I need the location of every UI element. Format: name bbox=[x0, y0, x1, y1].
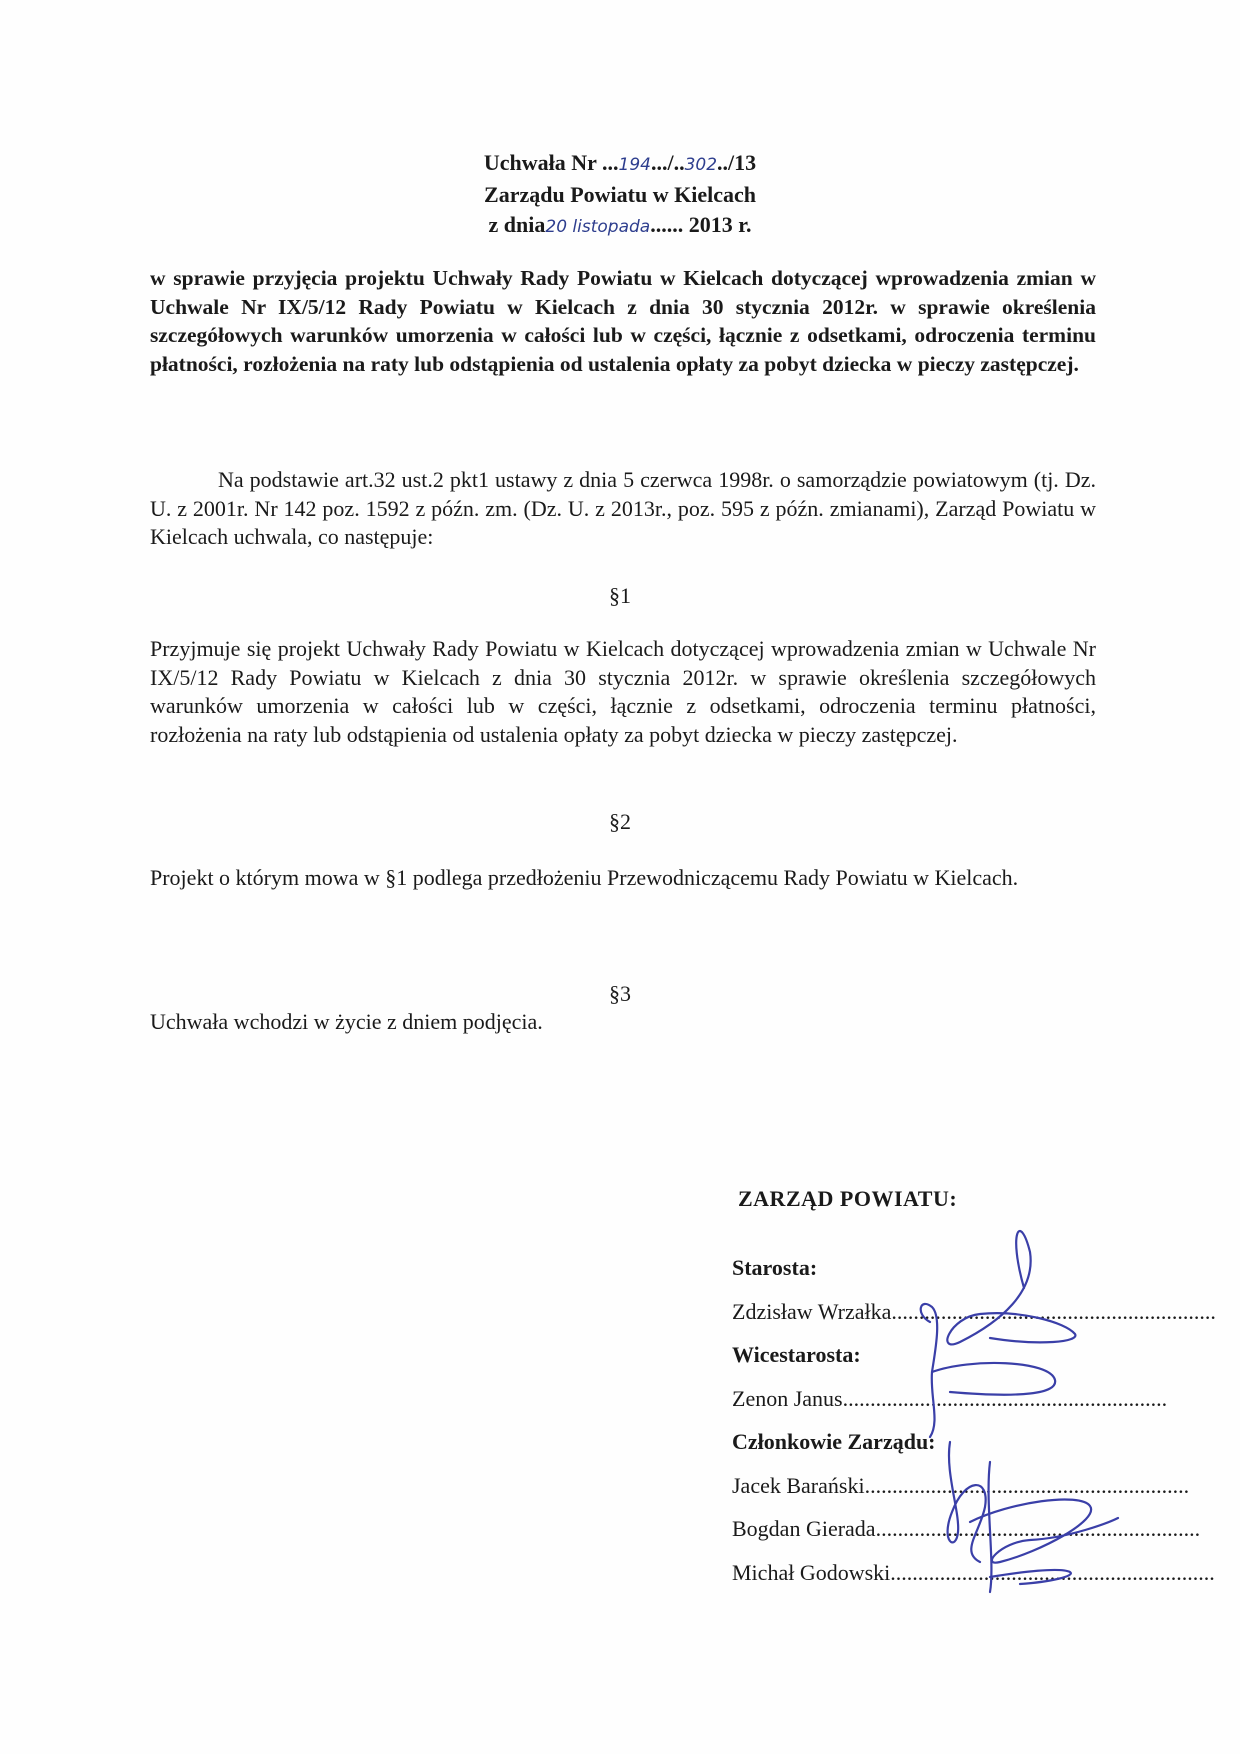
resolution-header bbox=[300, 148, 940, 242]
signature-wrzalka bbox=[947, 1231, 1075, 1344]
date-year: 2013 r. bbox=[683, 212, 752, 237]
resolution-number-dots-1: ... bbox=[602, 150, 619, 175]
resolution-number-dots-2: ... bbox=[650, 150, 668, 175]
role-wicestarosta-label: Wicestarosta: bbox=[732, 1342, 861, 1367]
role-starosta-label: Starosta: bbox=[732, 1255, 818, 1280]
member-name-godowski: Michał Godowski bbox=[732, 1559, 891, 1585]
handwritten-number-1: 194 bbox=[618, 155, 651, 175]
signature-janus bbox=[932, 1363, 1055, 1395]
date-dots: ...... bbox=[650, 212, 684, 237]
signature-leader-dots: ........................................................... bbox=[864, 1472, 1190, 1498]
role-board-members-label: Członkowie Zarządu: bbox=[732, 1429, 936, 1454]
resolution-number-dots-3: .. bbox=[673, 150, 685, 175]
section-mark-2: §2 bbox=[609, 809, 631, 834]
member-name-baranski: Jacek Barański bbox=[732, 1472, 865, 1498]
signature-godowski bbox=[990, 1570, 1071, 1584]
resolution-date-line bbox=[300, 210, 940, 242]
section-text-3: Uchwała wchodzi w życie z dniem podjęcia. bbox=[150, 1009, 543, 1034]
member-name-gierada: Bogdan Gierada bbox=[732, 1516, 876, 1541]
handwritten-number-2: 302 bbox=[684, 155, 718, 175]
board-name-line: Zarządu Powiatu w Kielcach bbox=[484, 182, 756, 207]
resolution-number-separator: / bbox=[667, 150, 674, 175]
member-name-janus: Zenon Janus bbox=[732, 1385, 843, 1411]
resolution-number-line bbox=[300, 148, 940, 180]
resolution-number-prefix: Uchwała Nr bbox=[483, 150, 602, 175]
signature-leader-dots: ........................................................... bbox=[875, 1516, 1201, 1541]
signature-leader-dots: ........................................................... bbox=[891, 1298, 1216, 1324]
resolution-number-suffix: /13 bbox=[728, 150, 757, 175]
section-mark-1: §1 bbox=[609, 583, 631, 608]
signature-gierada bbox=[970, 1499, 1118, 1562]
resolution-subject: w sprawie przyjęcia projektu Uchwały Rady Powiatu w Kielcach dotyczącej wprowadzenia zmian w Uchwale Nr IX/5/12 Rady Powiatu w Kielcach z dnia 30 stycznia 2012r. w sprawie określenia szczegółowych warunków umorzenia w całości lub w części, łącznie z odsetkami, odroczenia terminu płatności, rozłożenia na raty lub odstąpienia od ustalenia opłaty za pobyt dziecka w pieczy zastępczej. bbox=[150, 266, 1096, 376]
handwritten-date: 20 listopada bbox=[545, 217, 651, 237]
board-signature-title: ZARZĄD POWIATU: bbox=[738, 1186, 958, 1211]
legal-basis-paragraph: Na podstawie art.32 ust.2 pkt1 ustawy z dnia 5 czerwca 1998r. o samorządzie powiatowym (tj. Dz. U. z 2001r. Nr 142 poz. 1592 z późn. zm. (Dz. U. z 2013r., poz. 595 z późn. zmianami), Zarząd Powiatu w Kielcach uchwala, co następuje: bbox=[150, 467, 1096, 549]
signature-leader-dots: ........................................................... bbox=[842, 1385, 1168, 1411]
member-name-wrzalka: Zdzisław Wrzałka bbox=[732, 1298, 892, 1324]
date-prefix: z dnia bbox=[488, 212, 546, 237]
section-text-1: Przyjmuje się projekt Uchwały Rady Powiatu w Kielcach dotyczącej wprowadzenia zmian w Uchwale Nr IX/5/12 Rady Powiatu w Kielcach z dnia 30 stycznia 2012r. w sprawie określenia szczegółowych warunków umorzenia w całości lub w części, łącznie z odsetkami, odroczenia terminu płatności, rozłożenia na raty lub odstąpienia od ustalenia opłaty za pobyt dziecka w pieczy zastępczej. bbox=[150, 636, 1096, 747]
section-mark-3: §3 bbox=[609, 981, 631, 1006]
resolution-number-dots-4: .. bbox=[717, 150, 729, 175]
section-text-2: Projekt o którym mowa w §1 podlega przedłożeniu Przewodniczącemu Rady Powiatu w Kielcach. bbox=[150, 865, 1019, 890]
signature-baranski bbox=[948, 1442, 992, 1592]
signature-leader-dots: ........................................................... bbox=[890, 1559, 1215, 1585]
handwritten-signatures bbox=[890, 1222, 1130, 1602]
